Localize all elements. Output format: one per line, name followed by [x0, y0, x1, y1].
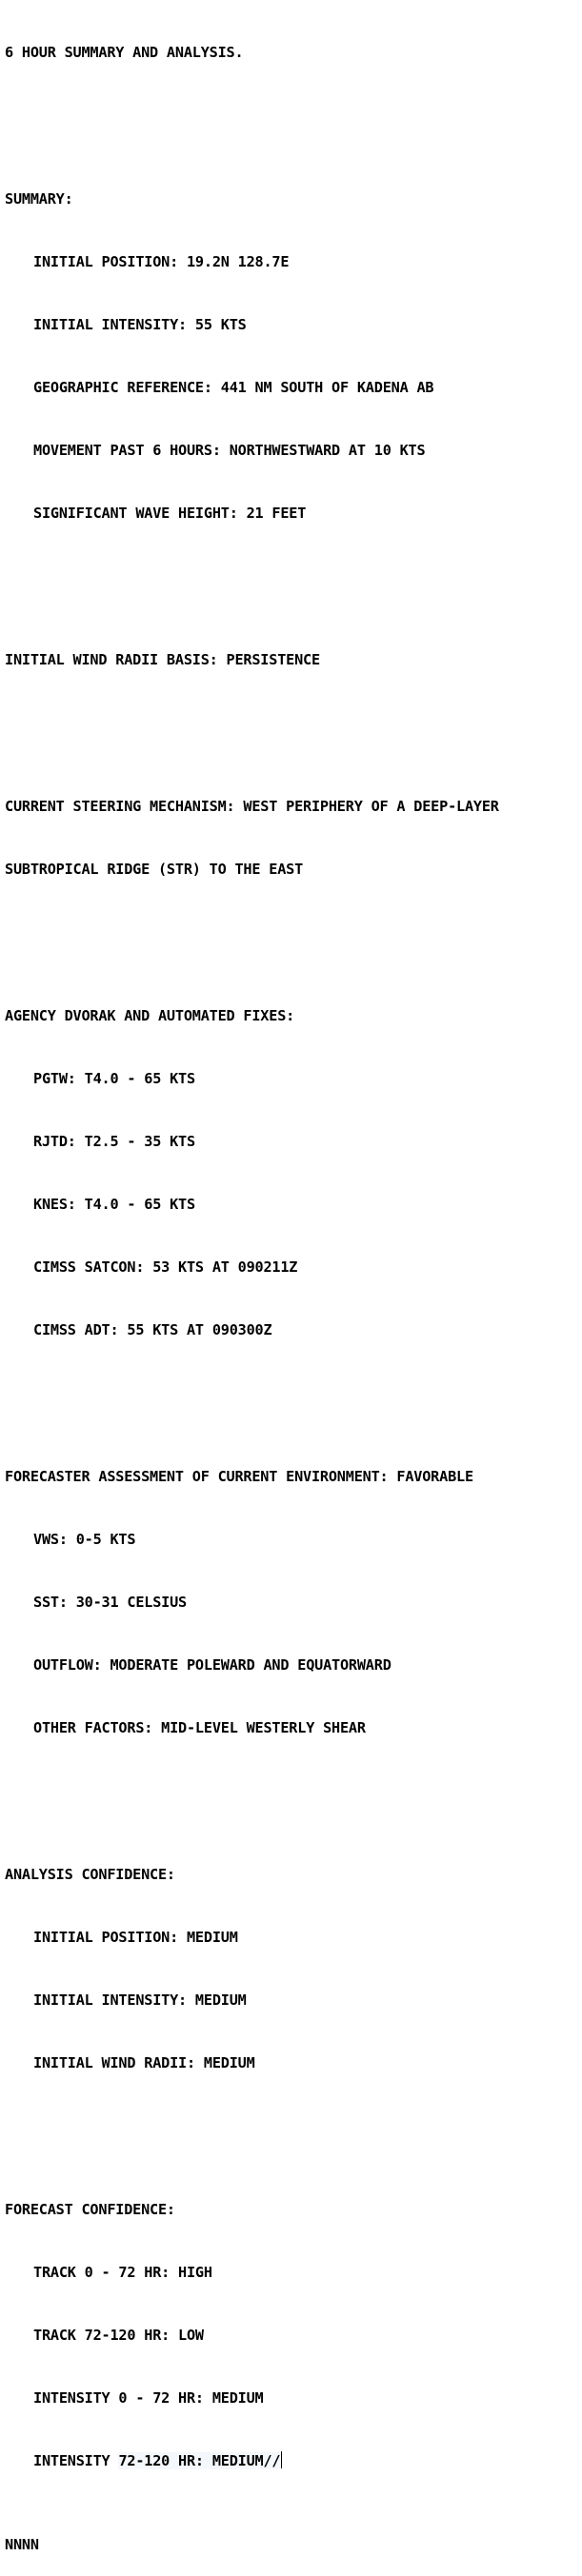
fix-rjtd: RJTD: T2.5 - 35 KTS [33, 1133, 195, 1150]
text-selection[interactable]: 72-120 HR: MEDIUM// [118, 2452, 281, 2469]
wind-radii-basis: INITIAL WIND RADII BASIS: PERSISTENCE [5, 651, 320, 668]
fix-cimss-satcon: CIMSS SATCON: 53 KTS AT 090211Z [33, 1258, 298, 1276]
text-cursor [281, 2451, 282, 2468]
summary-heading: SUMMARY: [5, 190, 73, 208]
env-other-factors: OTHER FACTORS: MID-LEVEL WESTERLY SHEAR [33, 1719, 366, 1736]
fix-pgtw: PGTW: T4.0 - 65 KTS [33, 1070, 195, 1087]
summary-wave-height: SIGNIFICANT WAVE HEIGHT: 21 FEET [33, 505, 307, 522]
document-title: 6 HOUR SUMMARY AND ANALYSIS. [5, 44, 244, 61]
analysis-confidence-heading: ANALYSIS CONFIDENCE: [5, 1866, 175, 1883]
summary-initial-position: INITIAL POSITION: 19.2N 128.7E [33, 253, 290, 270]
env-sst: SST: 30-31 CELSIUS [33, 1594, 187, 1611]
end-marker: NNNN [5, 2536, 39, 2553]
summary-movement: MOVEMENT PAST 6 HOURS: NORTHWESTWARD AT 10 KTS [33, 442, 426, 459]
summary-geographic-reference: GEOGRAPHIC REFERENCE: 441 NM SOUTH OF KADENA AB [33, 379, 434, 396]
ac-initial-intensity: INITIAL INTENSITY: MEDIUM [33, 1991, 247, 2009]
forecast-confidence-heading: FORECAST CONFIDENCE: [5, 2201, 175, 2218]
fc-track-72-120: TRACK 72-120 HR: LOW [33, 2327, 204, 2344]
fc-intensity-prefix: INTENSITY [33, 2452, 119, 2469]
env-vws: VWS: 0-5 KTS [33, 1531, 136, 1548]
fc-intensity-72-120[interactable] [5, 2450, 576, 2471]
fix-cimss-adt: CIMSS ADT: 55 KTS AT 090300Z [33, 1321, 272, 1338]
environment-heading: FORECASTER ASSESSMENT OF CURRENT ENVIRONMENT: FAVORABLE [5, 1468, 473, 1485]
ac-initial-position: INITIAL POSITION: MEDIUM [33, 1929, 238, 1946]
fc-intensity-0-72: INTENSITY 0 - 72 HR: MEDIUM [33, 2389, 264, 2407]
steering-line-1: CURRENT STEERING MECHANISM: WEST PERIPHERY OF A DEEP-LAYER [5, 798, 499, 815]
fixes-heading: AGENCY DVORAK AND AUTOMATED FIXES: [5, 1007, 295, 1024]
fc-track-0-72: TRACK 0 - 72 HR: HIGH [33, 2264, 212, 2281]
steering-line-2: SUBTROPICAL RIDGE (STR) TO THE EAST [5, 861, 304, 878]
summary-initial-intensity: INITIAL INTENSITY: 55 KTS [33, 316, 247, 333]
fix-knes: KNES: T4.0 - 65 KTS [33, 1196, 195, 1213]
analysis-document [5, 0, 576, 2576]
env-outflow: OUTFLOW: MODERATE POLEWARD AND EQUATORWARD [33, 1656, 391, 1674]
ac-initial-wind-radii: INITIAL WIND RADII: MEDIUM [33, 2054, 255, 2071]
